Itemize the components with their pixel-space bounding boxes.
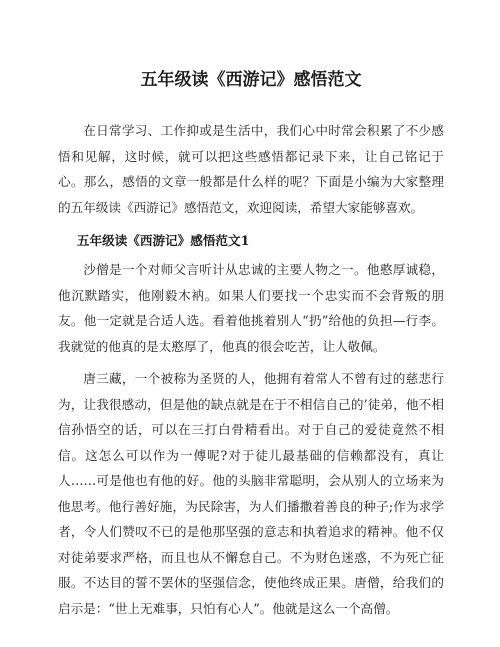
document-title: 五年级读《西游记》感悟范文	[140, 70, 362, 90]
section-heading: 五年级读《西游记》感悟范文1	[76, 233, 250, 248]
body-paragraph-tang-sanzang: 唐三藏，一个被称为圣贤的人，他拥有着常人不曾有过的慈悲行为，让我很感动，但是他的缺点就是在于不相信自己的’徒弟，他不相信孙悟空的话，可以在三打白骨精看出。对于自己的爱徒竟然不相信。这怎么可以作为一傅呢?对于徒儿最基础的信赖都没有，真让人……可是他也有他的好。他的头脑非常聪明，会从别人的立场来为他思考。他行善好施，为民除害，为人们播撒着善良的种子;作为求学者，令人们赞叹不已的是他那坚强的意志和执着追求的精神。他不仅对徒弟要求严格，而且也从不懈怠自己。不为财色迷惑，不为死亡征服。不达目的誓不罢休的坚强信念，使他终成正果。唐僧，给我们的启示是：“世上无难事，只怕有心人”。他就是这么一个高僧。	[58, 371, 444, 616]
intro-paragraph: 在日常学习、工作抑或是生活中，我们心中时常会积累了不少感悟和见解，这时候，就可以把这些感悟都记录下来，让自己铭记于心。那么，感悟的文章一般都是什么样的呢？下面是小编为大家整理的五年级读《西游记》感悟范文，欢迎阅读，希望大家能够喜欢。	[58, 123, 444, 215]
body-paragraph-sha-seng: 沙僧是一个对师父言听计从忠诚的主要人物之一。他憨厚诚稳，他沉默踏实，他刚毅木衲。如果人们要找一个忠实而不会背叛的朋友。他一定就是合适人选。看着他挑着别人“扔”给他的负担—行李。我就觉的他真的是太憨厚了，他真的很会吃苦，让人敬佩。	[58, 262, 444, 354]
